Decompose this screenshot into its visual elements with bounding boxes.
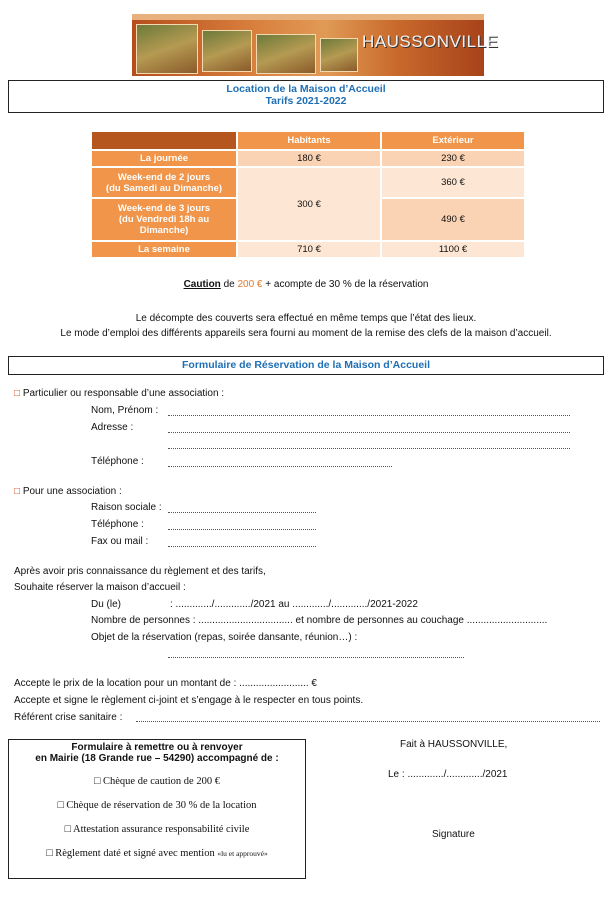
remit-title-1: Formulaire à remettre ou à renvoyer <box>71 742 243 753</box>
referent-field[interactable] <box>136 721 600 722</box>
row-label-line: Week-end de 3 jours <box>117 203 211 214</box>
caution-de: de <box>223 279 235 290</box>
remit-item-reglement <box>9 848 305 859</box>
header-banner <box>132 14 499 76</box>
fax-label: Fax ou mail : <box>91 536 149 547</box>
telephone-label: Téléphone : <box>91 456 144 467</box>
fax-field[interactable] <box>168 546 316 547</box>
banner-photo <box>320 38 358 72</box>
date-field[interactable]: Le : ............./............./2021 <box>388 769 508 780</box>
remit-item-reservation: □ Chèque de réservation de 30 % de la location <box>57 800 257 811</box>
objet-field[interactable] <box>168 657 464 658</box>
price-weekend-habitants: 300 € <box>238 168 380 240</box>
row-label-journee: La journée <box>92 151 236 166</box>
adresse-field[interactable] <box>168 432 570 433</box>
souhaite-text: Souhaite réserver la maison d’accueil : <box>14 582 186 593</box>
remit-item-reglement-mention: «lu et approuvé» <box>217 849 268 858</box>
remit-box <box>8 739 306 879</box>
particulier-option[interactable] <box>14 388 224 399</box>
row-label-line: Week-end de 2 jours <box>117 171 211 183</box>
tel2-field[interactable] <box>168 529 316 530</box>
caution-amount: 200 € <box>237 279 263 290</box>
page-subtitle: Tarifs 2021-2022 <box>265 95 347 107</box>
page-title: Location de la Maison d’Accueil <box>226 83 386 95</box>
adresse-label: Adresse : <box>91 422 134 433</box>
objet-label: Objet de la réservation (repas, soirée dansante, réunion…) : <box>91 632 358 643</box>
banner-strip <box>132 14 484 20</box>
adresse-field-2[interactable] <box>168 448 570 449</box>
particulier-label: Particulier ou responsable d’une association : <box>22 388 225 399</box>
banner-photo <box>136 24 198 74</box>
referent-label: Référent crise sanitaire : <box>14 712 123 723</box>
form-title-box <box>8 356 604 375</box>
association-label: Pour une association : <box>22 486 122 497</box>
price-journee-exterieur: 230 € <box>382 151 524 166</box>
nom-label: Nom, Prénom : <box>91 405 159 416</box>
du-label: Du (le) <box>91 599 122 610</box>
nombre-field[interactable]: Nombre de personnes : .................................. et nombre de personnes au couchage ............................. <box>91 615 548 626</box>
row-label-line: (du Vendredi 18h au <box>118 214 210 225</box>
price-weekend-2-exterieur: 360 € <box>382 168 524 197</box>
accepte-prix-field[interactable]: Accepte le prix de la location pour un montant de : ......................... € <box>14 678 317 689</box>
table-corner <box>92 132 236 149</box>
tariff-table <box>90 130 526 259</box>
caution-rest: + acompte de 30 % de la réservation <box>265 279 429 290</box>
telephone-field[interactable] <box>168 466 392 467</box>
price-semaine-habitants: 710 € <box>238 242 380 257</box>
note-line-1: Le décompte des couverts sera effectué en même temps que l’état des lieux. <box>135 313 477 324</box>
banner-logo-text: HAUSSONVILLE <box>362 32 499 51</box>
banner-photo <box>202 30 252 72</box>
row-label-line: (du Samedi au Dimanche) <box>105 182 223 194</box>
row-label-line: Dimanche) <box>139 225 189 236</box>
raison-label: Raison sociale : <box>91 502 162 513</box>
title-box <box>8 80 604 113</box>
nom-field[interactable] <box>168 415 570 416</box>
checkbox-icon[interactable]: □ <box>14 486 21 497</box>
association-option[interactable] <box>14 486 122 497</box>
price-weekend-3-exterieur: 490 € <box>382 199 524 240</box>
caution-line <box>0 279 612 290</box>
accepte-signe-text: Accepte et signe le règlement ci-joint et s’engage à le respecter en tous points. <box>14 695 364 706</box>
remit-item-assurance: □ Attestation assurance responsabilité civile <box>64 824 250 835</box>
remit-item-caution: □ Chèque de caution de 200 € <box>94 776 220 787</box>
row-label-semaine: La semaine <box>92 242 236 257</box>
row-label-weekend-2 <box>92 168 236 197</box>
apres-text: Après avoir pris connaissance du règlement et des tarifs, <box>14 566 266 577</box>
note-line-2: Le mode d’emploi des différents appareils sera fourni au moment de la remise des clefs de la maison d’accueil. <box>60 328 552 339</box>
remit-title-2: en Mairie (18 Grande rue – 54290) accompagné de : <box>35 753 279 764</box>
signature-label: Signature <box>432 829 475 840</box>
tel2-label: Téléphone : <box>91 519 144 530</box>
fait-a-text: Fait à HAUSSONVILLE, <box>400 739 508 750</box>
form-title: Formulaire de Réservation de la Maison d’Accueil <box>182 359 430 371</box>
column-header-exterieur: Extérieur <box>382 132 524 149</box>
checkbox-icon[interactable]: □ <box>14 388 21 399</box>
price-semaine-exterieur: 1100 € <box>382 242 524 257</box>
raison-field[interactable] <box>168 512 316 513</box>
remit-item-reglement-text: □ Règlement daté et signé avec mention <box>46 848 215 859</box>
row-label-weekend-3 <box>92 199 236 240</box>
column-header-habitants: Habitants <box>238 132 380 149</box>
banner-photo <box>256 34 316 74</box>
price-journee-habitants: 180 € <box>238 151 380 166</box>
dates-field[interactable]: : ............./............./2021 au ............./............./2021-2022 <box>170 599 418 610</box>
caution-label: Caution <box>183 279 221 290</box>
